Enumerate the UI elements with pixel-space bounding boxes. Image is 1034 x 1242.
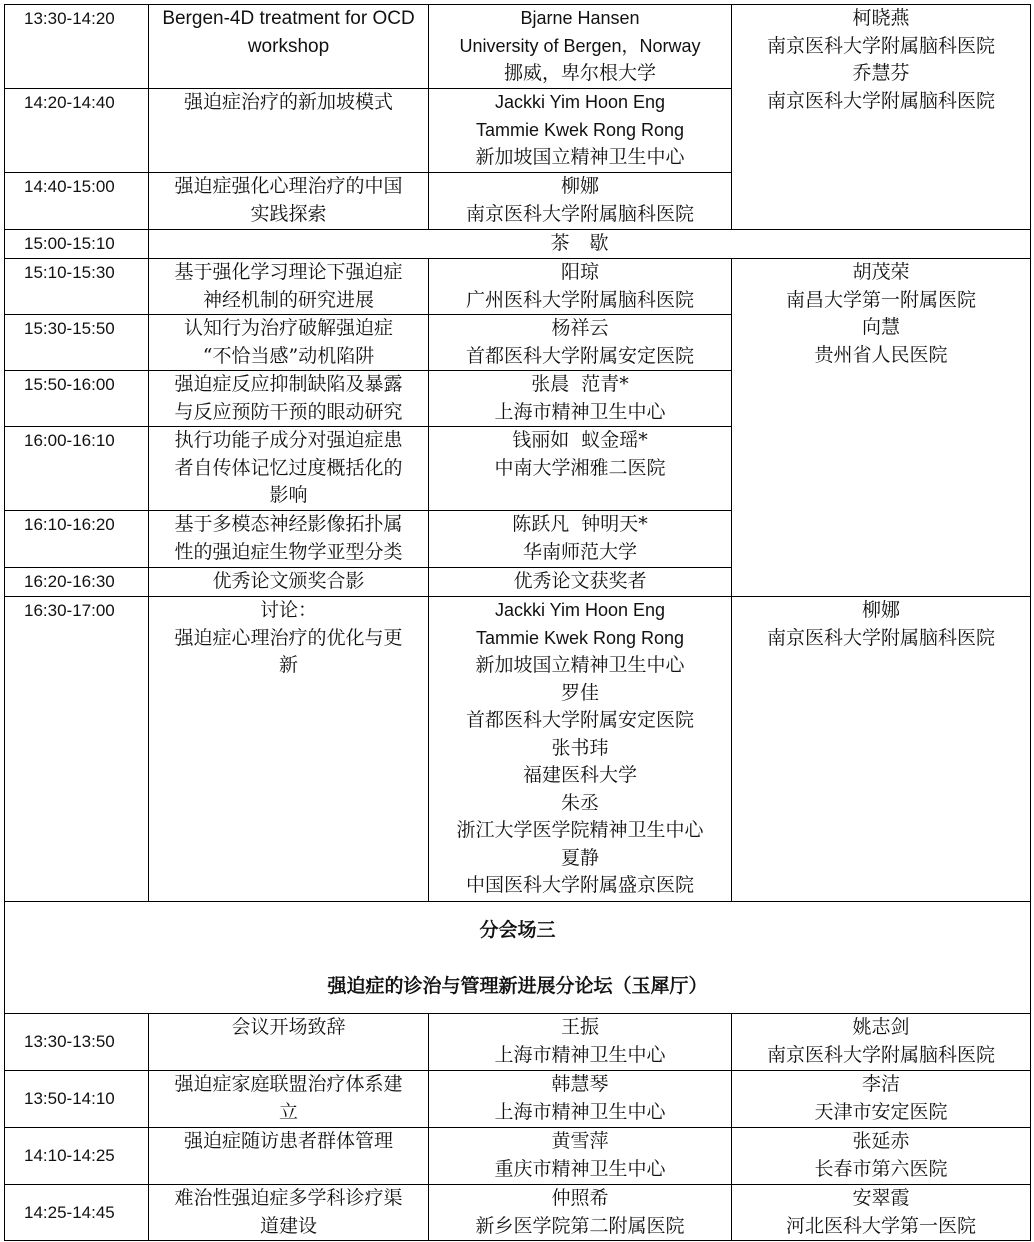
table-row [5,1185,1031,1241]
topic-cell: 难治性强迫症多学科诊疗渠 道建设 [149,1185,429,1241]
time-cell: 16:00-16:10 [5,427,149,511]
time-cell: 16:30-17:00 [5,597,149,902]
topic-cell: 强迫症治疗的新加坡模式 [149,89,429,173]
speaker-cell: 韩慧琴 上海市精神卫生中心 [429,1071,732,1128]
time-cell: 15:50-16:00 [5,371,149,427]
topic-cell: 强迫症家庭联盟治疗体系建 立 [149,1071,429,1128]
topic-cell: 执行功能子成分对强迫症患 者自传体记忆过度概括化的 影响 [149,427,429,511]
topic-cell: 会议开场致辞 [149,1014,429,1071]
table-row [5,259,1031,315]
speaker-cell: 王振 上海市精神卫生中心 [429,1014,732,1071]
time-cell: 15:30-15:50 [5,315,149,371]
speaker-cell: 阳琼 广州医科大学附属脑科医院 [429,259,732,315]
speaker-cell: 仲照希 新乡医学院第二附属医院 [429,1185,732,1241]
chair-cell: 安翠霞 河北医科大学第一医院 [732,1185,1031,1241]
chair-cell: 柯晓燕 南京医科大学附属脑科医院 乔慧芬 南京医科大学附属脑科医院 [732,5,1031,230]
session-name: 分会场三 [479,918,556,941]
chair-cell: 柳娜 南京医科大学附属脑科医院 [732,597,1031,902]
discussion-row [5,597,1031,902]
speaker-cell: Jackki Yim Hoon Eng Tammie Kwek Rong Rong 新加坡国立精神卫生中心 [429,89,732,173]
topic-cell: 强迫症反应抑制缺陷及暴露 与反应预防干预的眼动研究 [149,371,429,427]
time-cell: 15:00-15:10 [5,230,149,259]
session-header [5,902,1031,1014]
time-cell: 13:50-14:10 [5,1071,149,1128]
time-cell: 14:20-14:40 [5,89,149,173]
time-cell: 16:20-16:30 [5,568,149,597]
tea-break-row [5,230,1031,259]
time-cell: 14:25-14:45 [5,1185,149,1241]
topic-cell: 优秀论文颁奖合影 [149,568,429,597]
time-cell: 14:10-14:25 [5,1128,149,1185]
topic-cell: 基于多模态神经影像拓扑属 性的强迫症生物学亚型分类 [149,511,429,568]
speaker-cell: Jackki Yim Hoon Eng Tammie Kwek Rong Rong 新加坡国立精神卫生中心 罗佳 首都医科大学附属安定医院 张书玮 福建医科大学 朱丞 浙江大学医学院精神卫生中心 夏静 中国医科大学附属盛京医院 [429,597,732,902]
table-row [5,1014,1031,1071]
time-cell: 16:10-16:20 [5,511,149,568]
topic-cell: 讨论： 强迫症心理治疗的优化与更 新 [149,597,429,902]
chair-cell: 姚志剑 南京医科大学附属脑科医院 [732,1014,1031,1071]
schedule-table [4,4,1031,1241]
time-cell: 13:30-13:50 [5,1014,149,1071]
speaker-cell: 优秀论文获奖者 [429,568,732,597]
speaker-cell: 张晨 范青* 上海市精神卫生中心 [429,371,732,427]
speaker-cell: Bjarne Hansen University of Bergen，Norway 挪威，卑尔根大学 [429,5,732,89]
table-row [5,1071,1031,1128]
tea-break-label: 茶歇 [149,230,1031,259]
table-row [5,1128,1031,1185]
chair-cell: 胡茂荣 南昌大学第一附属医院 向慧 贵州省人民医院 [732,259,1031,597]
session-title: 强迫症的诊治与管理新进展分论坛（玉犀厅） [327,974,708,997]
speaker-cell: 杨祥云 首都医科大学附属安定医院 [429,315,732,371]
table-row [5,5,1031,89]
time-cell: 13:30-14:20 [5,5,149,89]
speaker-cell: 柳娜 南京医科大学附属脑科医院 [429,173,732,230]
chair-cell: 李洁 天津市安定医院 [732,1071,1031,1128]
topic-cell: 强迫症强化心理治疗的中国 实践探索 [149,173,429,230]
time-cell: 14:40-15:00 [5,173,149,230]
speaker-cell: 钱丽如 蚁金瑶* 中南大学湘雅二医院 [429,427,732,511]
speaker-cell: 黄雪萍 重庆市精神卫生中心 [429,1128,732,1185]
topic-cell: Bergen-4D treatment for OCD workshop [149,5,429,89]
time-cell: 15:10-15:30 [5,259,149,315]
topic-cell: 认知行为治疗破解强迫症 “不恰当感”动机陷阱 [149,315,429,371]
topic-cell: 强迫症随访患者群体管理 [149,1128,429,1185]
speaker-cell: 陈跃凡 钟明天* 华南师范大学 [429,511,732,568]
chair-cell: 张延赤 长春市第六医院 [732,1128,1031,1185]
topic-cell: 基于强化学习理论下强迫症 神经机制的研究进展 [149,259,429,315]
session-header-row [5,902,1031,1014]
